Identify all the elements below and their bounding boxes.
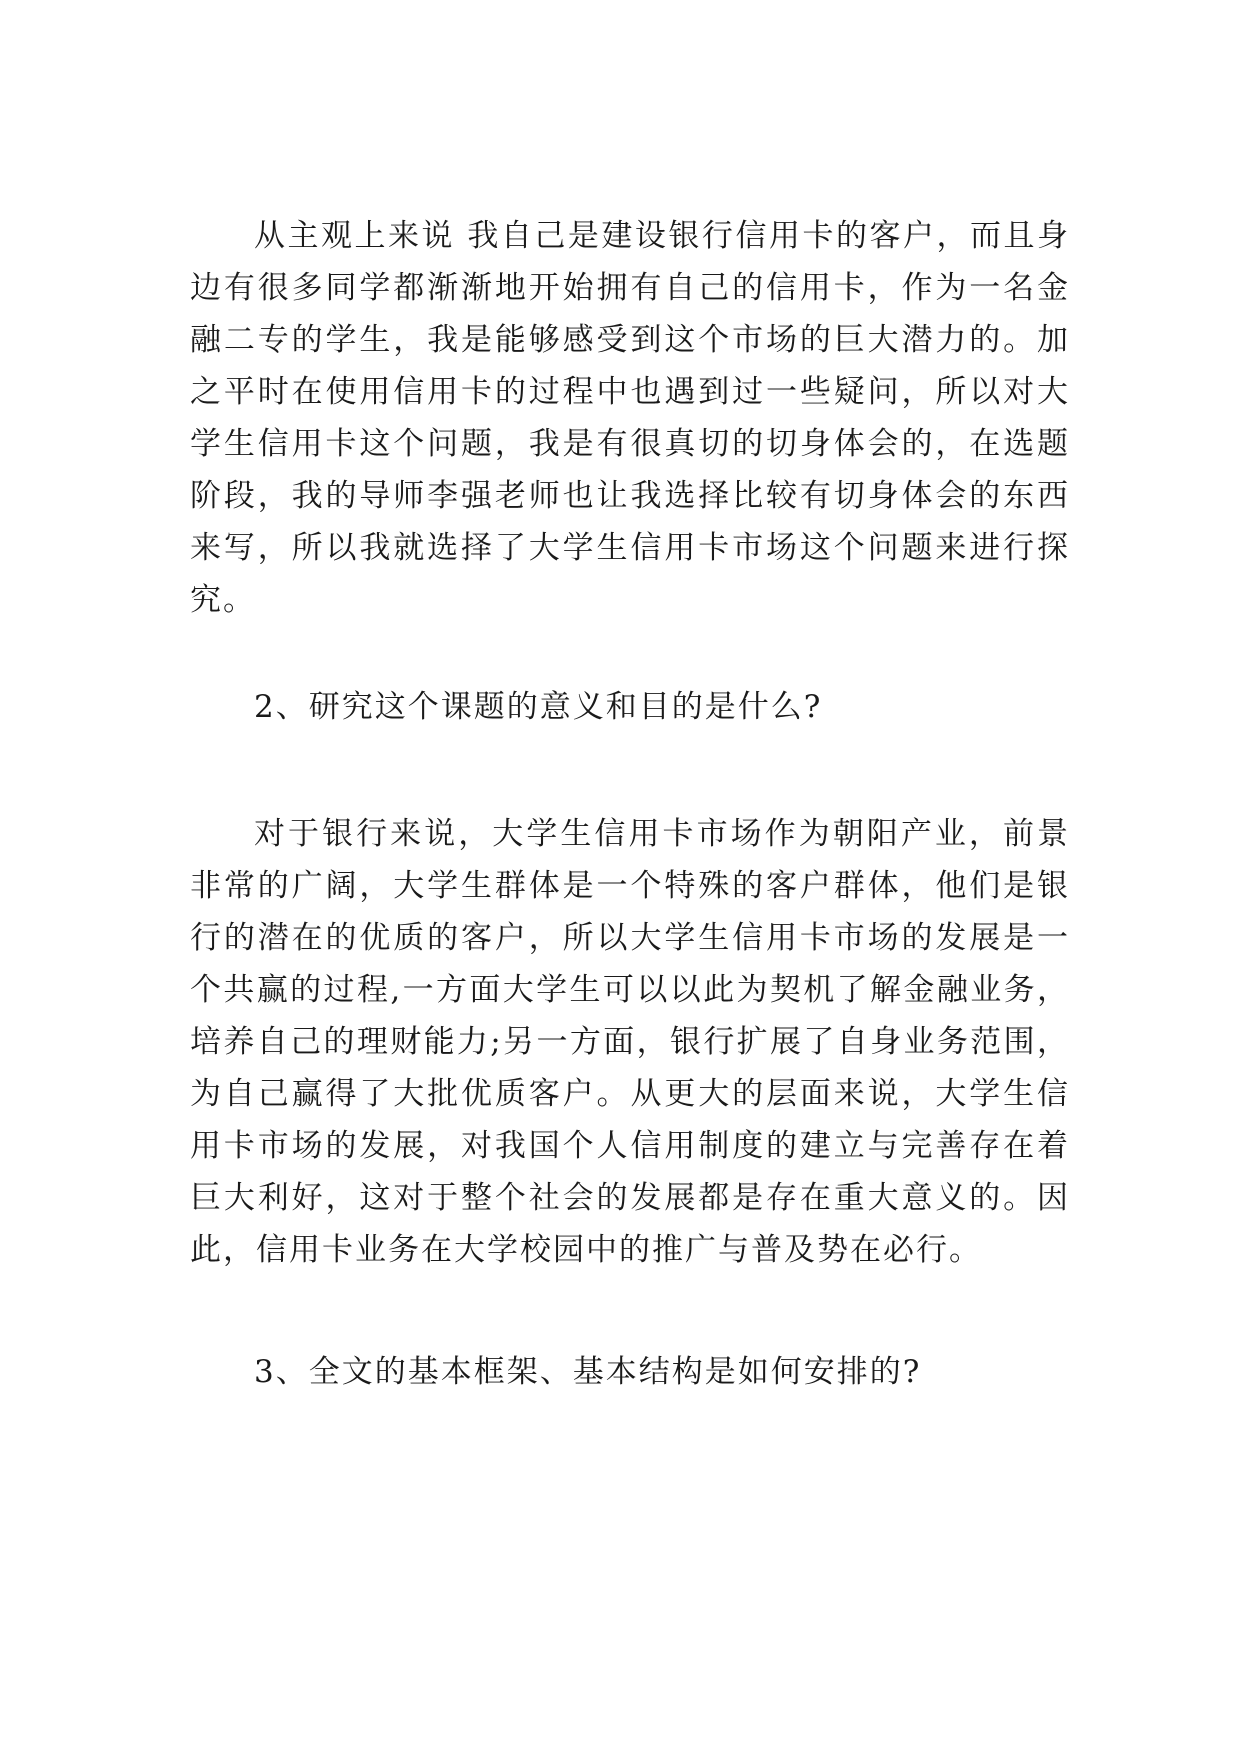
paragraph-motivation: 从主观上来说 我自己是建设银行信用卡的客户，而且身边有很多同学都渐渐地开始拥有自己的信用卡，作为一名金融二专的学生，我是能够感受到这个市场的巨大潜力的。加之平时在使用信用卡的过程中也遇到过一些疑问，所以对大学生信用卡这个问题，我是有很真切的切身体会的，在选题阶段，我的导师李强老师也让我选择比较有切身体会的东西来写，所以我就选择了大学生信用卡市场这个问题来进行探究。	[190, 218, 1070, 618]
paragraph-significance: 对于银行来说，大学生信用卡市场作为朝阳产业，前景非常的广阔，大学生群体是一个特殊的客户群体，他们是银行的潜在的优质的客户，所以大学生信用卡市场的发展是一个共赢的过程,一方面大学生可以以此为契机了解金融业务，培养自己的理财能力;另一方面，银行扩展了自身业务范围，为自己赢得了大批优质客户。从更大的层面来说，大学生信用卡市场的发展，对我国个人信用制度的建立与完善存在着巨大利好，这对于整个社会的发展都是存在重大意义的。因此，信用卡业务在大学校园中的推广与普及势在必行。	[190, 816, 1070, 1268]
section-heading-significance: 2、研究这个课题的意义和目的是什么?	[254, 689, 823, 725]
section-heading-structure: 3、全文的基本框架、基本结构是如何安排的?	[254, 1354, 922, 1390]
document-body	[190, 210, 1070, 1398]
